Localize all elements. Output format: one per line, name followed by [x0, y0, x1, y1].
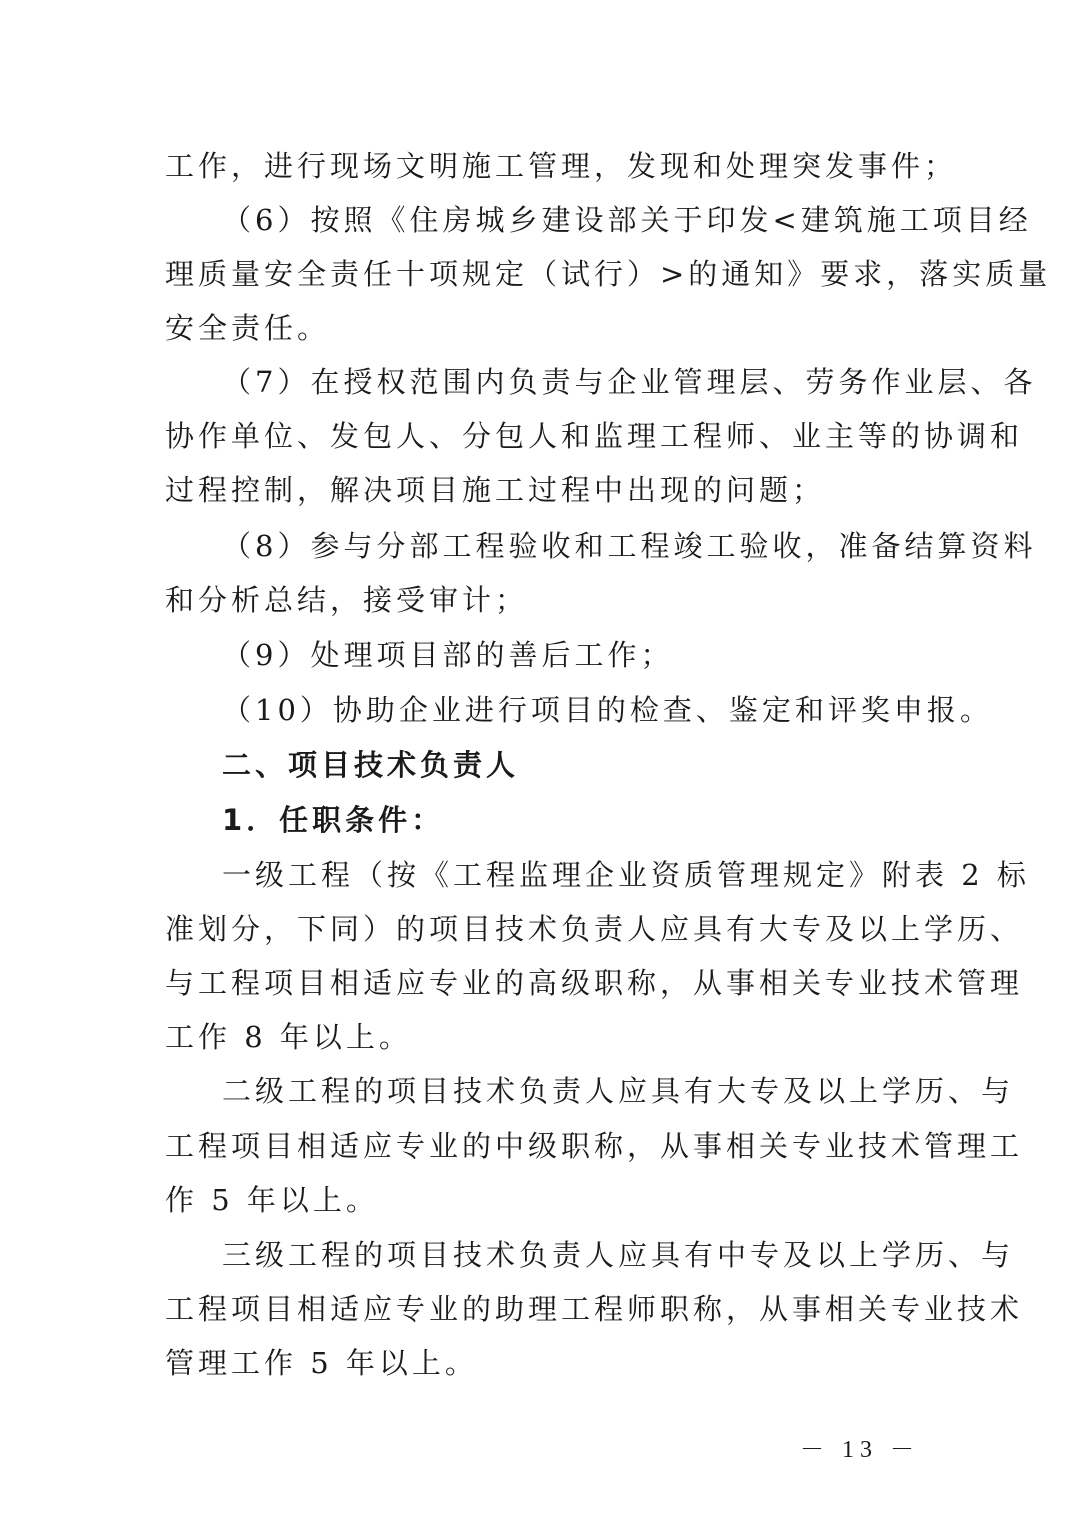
text-line: 工作 8 年以上。: [165, 1020, 412, 1054]
text-line: 三级工程的项目技术负责人应具有中专及以上学历、与: [222, 1238, 1015, 1272]
text-line: 准划分，下同）的项目技术负责人应具有大专及以上学历、: [165, 912, 1024, 946]
subsection-heading: 1．任职条件：: [222, 803, 445, 837]
page-number: － 13 －: [800, 1437, 920, 1463]
text-line: 过程控制，解决项目施工过程中出现的问题；: [165, 473, 826, 507]
text-line: （10）协助企业进行项目的检查、鉴定和评奖申报。: [222, 693, 993, 727]
text-line: （6）按照《住房城乡建设部关于印发<建筑施工项目经: [222, 203, 1032, 237]
text-line: （9）处理项目部的善后工作；: [222, 638, 674, 672]
text-line: （8）参与分部工程验收和工程竣工验收，准备结算资料: [222, 529, 1037, 563]
text-line: 理质量安全责任十项规定（试行）>的通知》要求，落实质量: [165, 257, 1052, 291]
text-line: （7）在授权范围内负责与企业管理层、劳务作业层、各: [222, 365, 1037, 399]
section-heading: 二、项目技术负责人: [222, 748, 520, 782]
text-line: 和分析总结，接受审计；: [165, 583, 529, 617]
text-line: 工程项目相适应专业的中级职称，从事相关专业技术管理工: [165, 1129, 1024, 1163]
text-line: 管理工作 5 年以上。: [165, 1346, 478, 1380]
text-line: 工程项目相适应专业的助理工程师职称，从事相关专业技术: [165, 1292, 1024, 1326]
text-line: 安全责任。: [165, 311, 331, 345]
text-line: 与工程项目相适应专业的高级职称，从事相关专业技术管理: [165, 966, 1024, 1000]
text-line: 二级工程的项目技术负责人应具有大专及以上学历、与: [222, 1074, 1015, 1108]
text-line: 协作单位、发包人、分包人和监理工程师、业主等的协调和: [165, 419, 1024, 453]
text-line: 工作，进行现场文明施工管理，发现和处理突发事件；: [165, 149, 958, 183]
text-line: 作 5 年以上。: [165, 1183, 379, 1217]
text-line: 一级工程（按《工程监理企业资质管理规定》附表 2 标: [222, 858, 1030, 892]
